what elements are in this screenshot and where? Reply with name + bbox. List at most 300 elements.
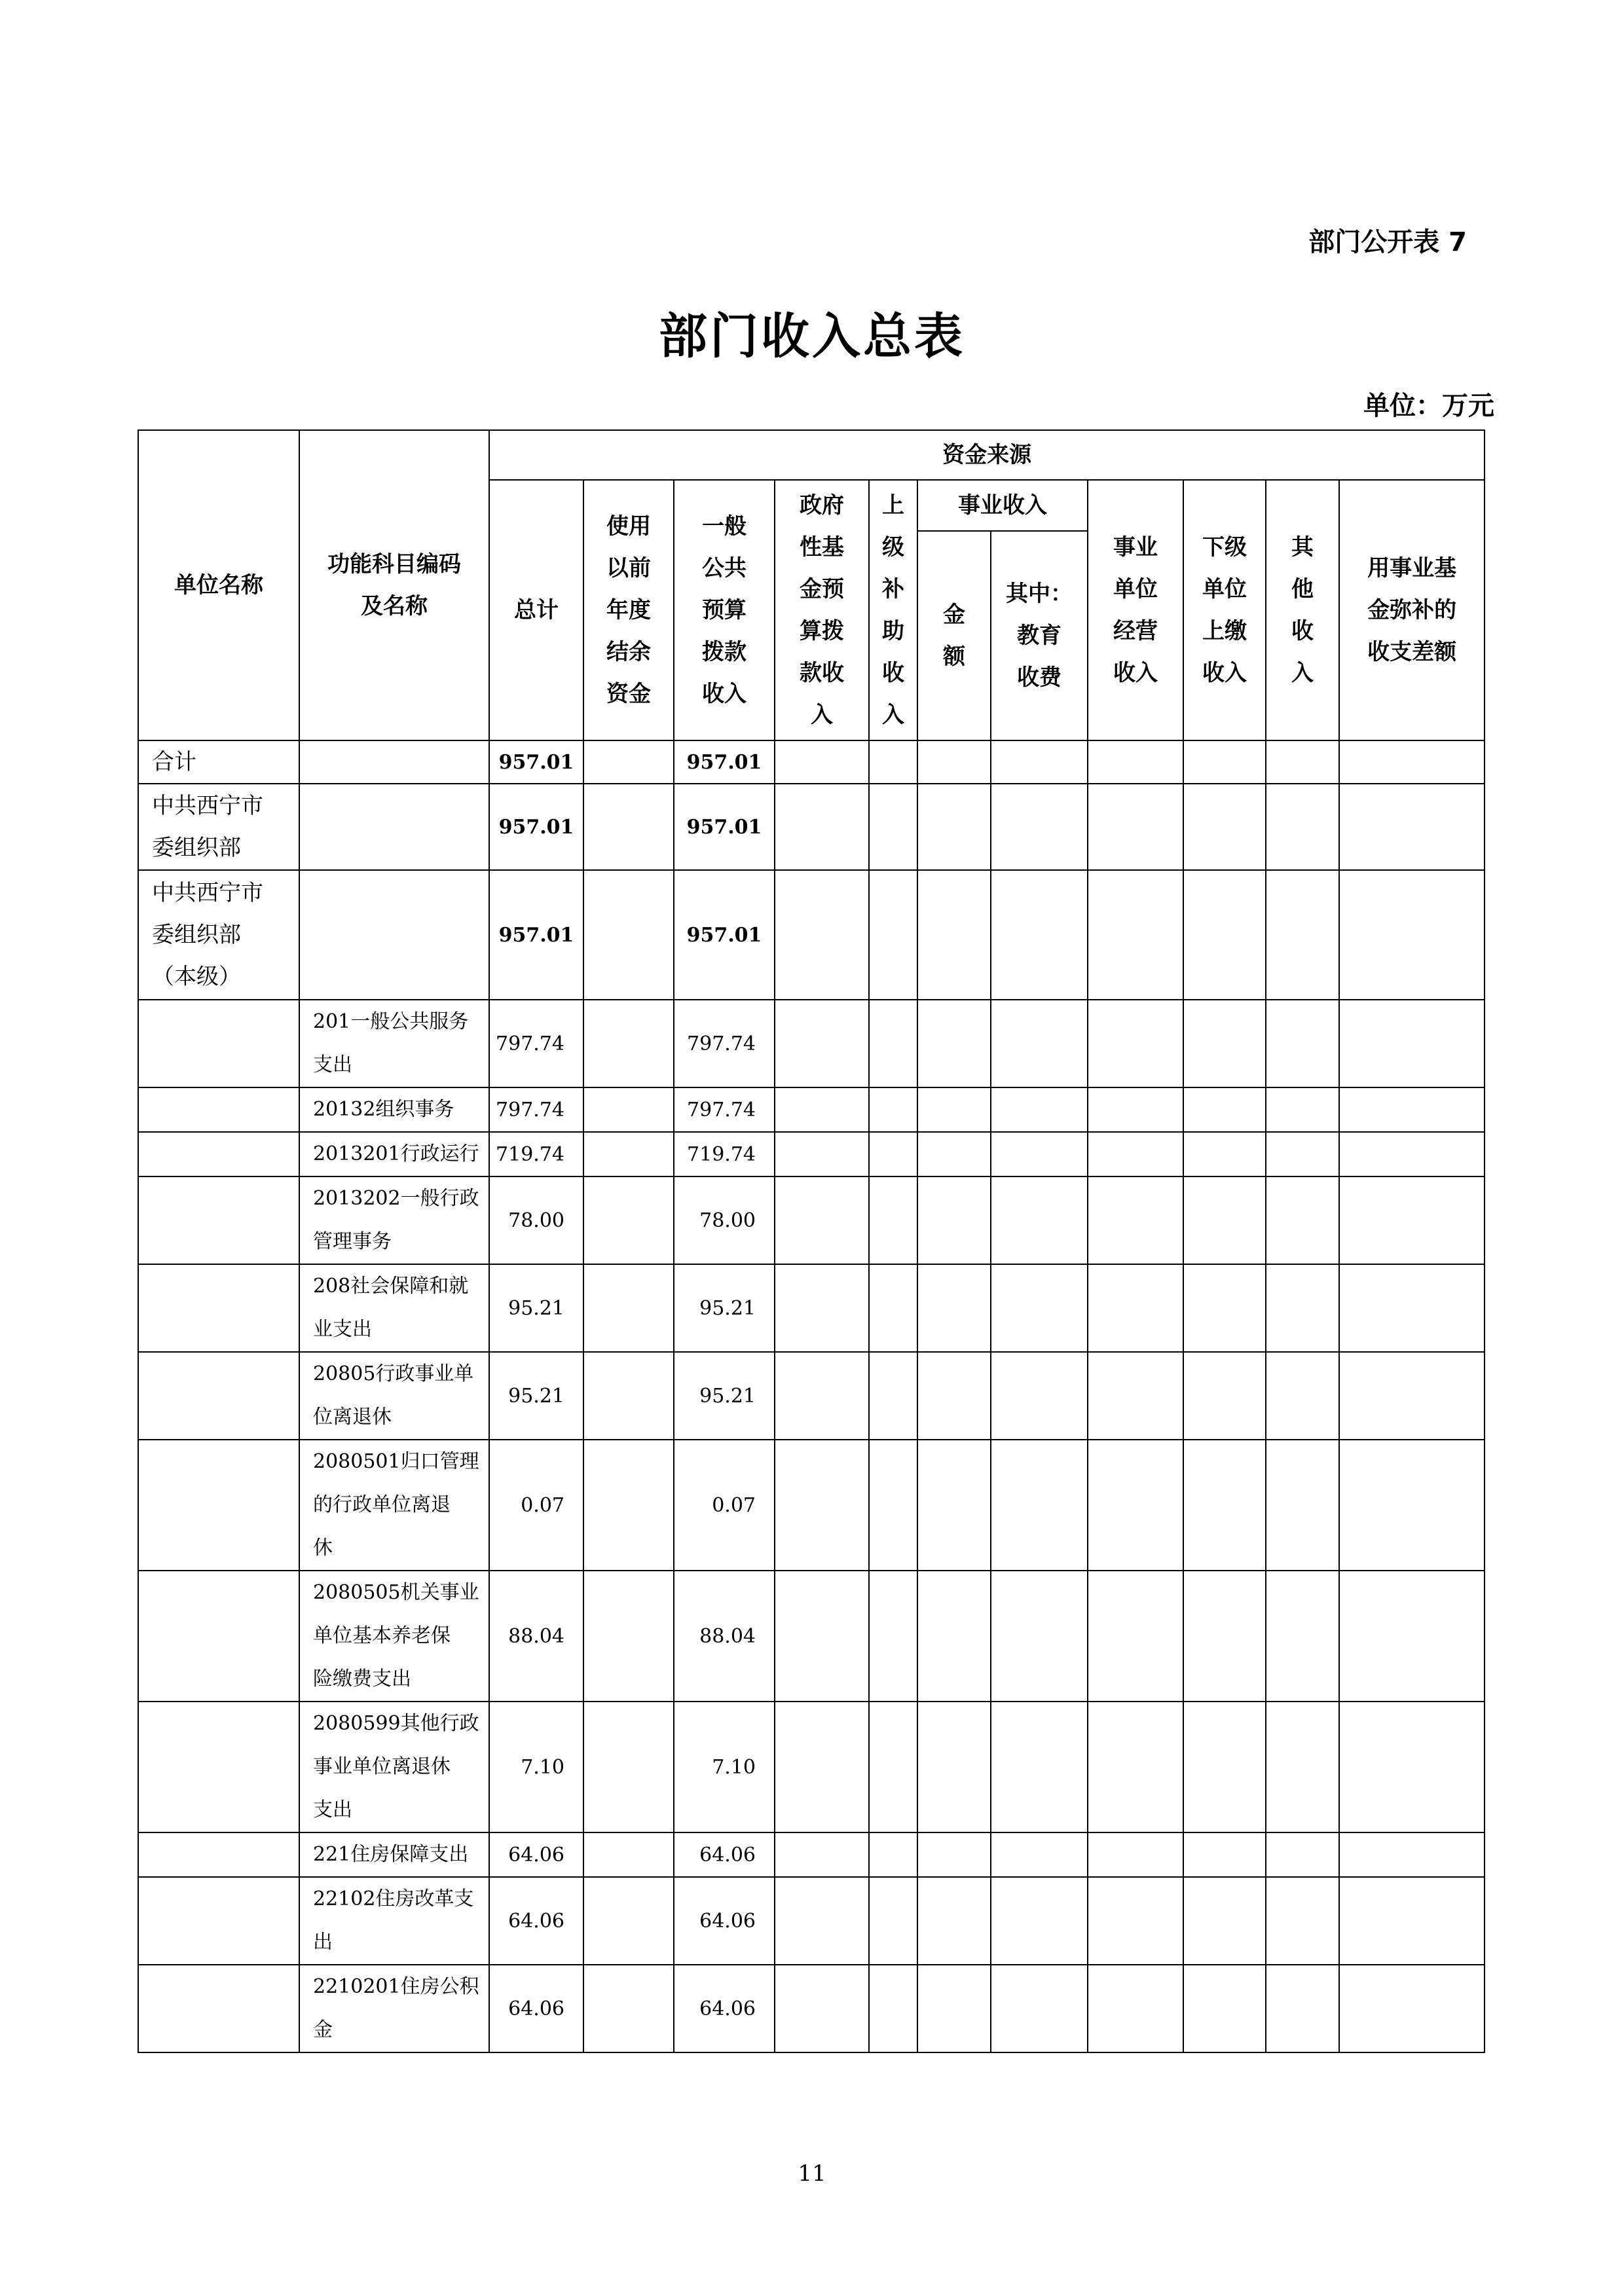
cell-reserve-fund <box>1339 1702 1485 1832</box>
cell-general-budget: 64.06 <box>674 1832 775 1877</box>
cell-func-code <box>299 1440 489 1571</box>
cell-func-code <box>299 1176 489 1264</box>
cell-line: （本级） <box>152 964 241 990</box>
header-line: 收 <box>882 660 904 686</box>
header-upper-subsidy <box>869 480 917 740</box>
cell-general-budget: 797.74 <box>674 1087 775 1132</box>
cell-total: 957.01 <box>489 740 583 784</box>
header-line: 算拨 <box>800 618 844 644</box>
header-line: 助 <box>882 618 904 644</box>
cell-other-income <box>1266 1965 1339 2052</box>
cell-education-fee <box>991 740 1088 784</box>
cell-reserve-fund <box>1339 1132 1485 1176</box>
header-business-income: 事业收入 <box>917 480 1088 531</box>
cell-line: 2080505机关事业 <box>313 1581 479 1604</box>
cell-reserve-fund <box>1339 1965 1485 2052</box>
cell-education-fee <box>991 1965 1088 2052</box>
header-line: 总计 <box>514 597 559 623</box>
cell-amount <box>917 1000 991 1087</box>
cell-operating-income <box>1088 1000 1183 1087</box>
cell-gov-fund <box>775 740 869 784</box>
cell-general-budget: 64.06 <box>674 1877 775 1965</box>
cell-upper-subsidy <box>869 1877 917 1965</box>
cell-upper-subsidy <box>869 1832 917 1877</box>
header-line: 单位名称 <box>174 572 263 598</box>
header-line: 入 <box>811 702 833 728</box>
cell-upper-subsidy <box>869 1264 917 1352</box>
cell-general-budget: 719.74 <box>674 1132 775 1176</box>
cell-other-income <box>1266 1352 1339 1440</box>
cell-lower-payment <box>1183 1571 1266 1702</box>
cell-func-code <box>299 1352 489 1440</box>
cell-gov-fund <box>775 1176 869 1264</box>
cell-operating-income <box>1088 1877 1183 1965</box>
cell-line: 支出 <box>313 1053 352 1076</box>
cell-reserve-fund <box>1339 1877 1485 1965</box>
header-line: 款收 <box>800 660 844 686</box>
header-line: 结余 <box>606 639 651 665</box>
cell-general-budget: 0.07 <box>674 1440 775 1571</box>
cell-amount <box>917 1877 991 1965</box>
header-amount <box>917 531 991 740</box>
cell-other-income <box>1266 1132 1339 1176</box>
header-line: 公共 <box>702 555 747 581</box>
cell-unit-name <box>138 1877 299 1965</box>
cell-total: 95.21 <box>489 1352 583 1440</box>
cell-unit-name <box>138 1440 299 1571</box>
cell-prev-balance <box>583 1000 674 1087</box>
table-row <box>138 740 1485 784</box>
cell-lower-payment <box>1183 1087 1266 1132</box>
cell-line: 委组织部 <box>152 922 241 948</box>
page-title: 部门收入总表 <box>659 308 965 365</box>
cell-prev-balance <box>583 1877 674 1965</box>
income-table <box>138 429 1485 2053</box>
cell-upper-subsidy <box>869 1440 917 1571</box>
header-line: 级 <box>882 534 904 560</box>
unit-label: 单位：万元 <box>1363 391 1494 421</box>
cell-upper-subsidy <box>869 1087 917 1132</box>
cell-reserve-fund <box>1339 784 1485 870</box>
header-line: 经营 <box>1113 618 1158 644</box>
page-number: 11 <box>798 2160 826 2187</box>
cell-line: 支出 <box>313 1798 352 1821</box>
header-operating-income <box>1088 480 1183 740</box>
table-row <box>138 1176 1485 1264</box>
cell-reserve-fund <box>1339 870 1485 1000</box>
header-total <box>489 480 583 740</box>
cell-operating-income <box>1088 1571 1183 1702</box>
cell-unit-name <box>138 1965 299 2052</box>
cell-reserve-fund <box>1339 1440 1485 1571</box>
cell-upper-subsidy <box>869 1000 917 1087</box>
cell-lower-payment <box>1183 1832 1266 1877</box>
cell-line: 管理事务 <box>313 1230 392 1253</box>
cell-line: 位离退休 <box>313 1406 392 1429</box>
cell-line: 20132组织事务 <box>313 1098 454 1121</box>
cell-general-budget: 88.04 <box>674 1571 775 1702</box>
cell-lower-payment <box>1183 1877 1266 1965</box>
cell-amount <box>917 784 991 870</box>
table-row <box>138 1702 1485 1832</box>
cell-total: 957.01 <box>489 784 583 870</box>
header-line: 以前 <box>606 555 651 581</box>
header-line: 他 <box>1291 576 1314 602</box>
cell-total: 64.06 <box>489 1965 583 2052</box>
cell-func-code <box>299 1264 489 1352</box>
cell-prev-balance <box>583 740 674 784</box>
cell-unit-name <box>138 1352 299 1440</box>
cell-amount <box>917 1352 991 1440</box>
cell-general-budget: 95.21 <box>674 1352 775 1440</box>
cell-education-fee <box>991 1877 1088 1965</box>
header-line: 用事业基 <box>1367 555 1457 581</box>
cell-lower-payment <box>1183 1176 1266 1264</box>
cell-operating-income <box>1088 784 1183 870</box>
header-line: 政府 <box>800 492 844 519</box>
cell-gov-fund <box>775 1702 869 1832</box>
cell-amount <box>917 1087 991 1132</box>
header-line: 补 <box>882 576 904 602</box>
table-row <box>138 1352 1485 1440</box>
cell-operating-income <box>1088 1264 1183 1352</box>
cell-reserve-fund <box>1339 1571 1485 1702</box>
cell-education-fee <box>991 1000 1088 1087</box>
cell-gov-fund <box>775 1832 869 1877</box>
cell-prev-balance <box>583 1176 674 1264</box>
table-row <box>138 1132 1485 1176</box>
cell-total: 7.10 <box>489 1702 583 1832</box>
cell-education-fee <box>991 1832 1088 1877</box>
cell-gov-fund <box>775 1087 869 1132</box>
cell-unit-name <box>138 1264 299 1352</box>
cell-gov-fund <box>775 1000 869 1087</box>
cell-line: 2080501归口管理 <box>313 1450 479 1473</box>
cell-func-code <box>299 1702 489 1832</box>
cell-line: 2013201行政运行 <box>313 1142 479 1165</box>
cell-operating-income <box>1088 1965 1183 2052</box>
cell-prev-balance <box>583 1832 674 1877</box>
header-line: 功能科目编码 <box>327 551 461 577</box>
header-line: 一般 <box>702 513 747 539</box>
cell-func-code <box>299 870 489 1000</box>
cell-education-fee <box>991 1702 1088 1832</box>
header-line: 上缴 <box>1202 618 1247 644</box>
cell-prev-balance <box>583 1352 674 1440</box>
cell-reserve-fund <box>1339 1176 1485 1264</box>
cell-amount <box>917 740 991 784</box>
header-gov-fund <box>775 480 869 740</box>
cell-education-fee <box>991 1352 1088 1440</box>
header-func-code <box>299 430 489 740</box>
cell-education-fee <box>991 1132 1088 1176</box>
table-row <box>138 870 1485 1000</box>
cell-gov-fund <box>775 1264 869 1352</box>
cell-upper-subsidy <box>869 1132 917 1176</box>
header-line: 下级 <box>1202 534 1247 560</box>
cell-operating-income <box>1088 1176 1183 1264</box>
cell-education-fee <box>991 870 1088 1000</box>
cell-other-income <box>1266 1176 1339 1264</box>
table-row <box>138 1440 1485 1571</box>
table-row <box>138 1965 1485 2052</box>
cell-other-income <box>1266 1000 1339 1087</box>
cell-other-income <box>1266 784 1339 870</box>
cell-operating-income <box>1088 1087 1183 1132</box>
cell-line: 险缴费支出 <box>313 1667 411 1690</box>
cell-lower-payment <box>1183 1702 1266 1832</box>
cell-func-code <box>299 740 489 784</box>
cell-amount <box>917 1176 991 1264</box>
cell-total: 957.01 <box>489 870 583 1000</box>
cell-other-income <box>1266 1702 1339 1832</box>
cell-upper-subsidy <box>869 740 917 784</box>
cell-total: 64.06 <box>489 1832 583 1877</box>
cell-total: 797.74 <box>489 1000 583 1087</box>
cell-other-income <box>1266 1264 1339 1352</box>
header-line: 收费 <box>1017 665 1061 691</box>
cell-line: 金 <box>313 2018 333 2041</box>
cell-line: 中共西宁市 <box>152 793 263 819</box>
cell-upper-subsidy <box>869 1176 917 1264</box>
cell-education-fee <box>991 784 1088 870</box>
cell-func-code <box>299 1571 489 1702</box>
header-other-income <box>1266 480 1339 740</box>
header-line: 拨款 <box>702 639 747 665</box>
cell-total: 88.04 <box>489 1571 583 1702</box>
header-line: 年度 <box>606 597 651 623</box>
cell-lower-payment <box>1183 740 1266 784</box>
cell-unit-name <box>138 1132 299 1176</box>
cell-prev-balance <box>583 1132 674 1176</box>
cell-general-budget: 64.06 <box>674 1965 775 2052</box>
cell-reserve-fund <box>1339 1352 1485 1440</box>
cell-func-code <box>299 1132 489 1176</box>
cell-line: 2013202一般行政 <box>313 1187 479 1210</box>
cell-total: 797.74 <box>489 1087 583 1132</box>
cell-func-code <box>299 1000 489 1087</box>
header-line: 其中： <box>1006 581 1073 607</box>
header-general-budget <box>674 480 775 740</box>
cell-total: 719.74 <box>489 1132 583 1176</box>
cell-general-budget: 957.01 <box>674 784 775 870</box>
cell-lower-payment <box>1183 1352 1266 1440</box>
cell-unit-name <box>138 740 299 784</box>
cell-line: 单位基本养老保 <box>313 1624 451 1647</box>
cell-general-budget: 957.01 <box>674 740 775 784</box>
header-line: 金弥补的 <box>1367 597 1457 623</box>
cell-operating-income <box>1088 740 1183 784</box>
header-funding-source: 资金来源 <box>489 430 1485 480</box>
header-line: 上 <box>882 492 904 519</box>
cell-general-budget: 797.74 <box>674 1000 775 1087</box>
header-line: 入 <box>1291 660 1314 686</box>
cell-line: 中共西宁市 <box>152 880 263 906</box>
cell-total: 78.00 <box>489 1176 583 1264</box>
header-line: 收入 <box>702 681 747 707</box>
cell-prev-balance <box>583 784 674 870</box>
cell-education-fee <box>991 1176 1088 1264</box>
cell-education-fee <box>991 1571 1088 1702</box>
cell-other-income <box>1266 1877 1339 1965</box>
cell-func-code <box>299 1965 489 2052</box>
cell-gov-fund <box>775 1132 869 1176</box>
cell-reserve-fund <box>1339 1832 1485 1877</box>
header-line: 使用 <box>606 513 651 539</box>
cell-unit-name <box>138 1000 299 1087</box>
header-line: 收支差额 <box>1367 639 1457 665</box>
cell-gov-fund <box>775 1877 869 1965</box>
cell-other-income <box>1266 1832 1339 1877</box>
cell-line: 20805行政事业单 <box>313 1362 474 1385</box>
cell-gov-fund <box>775 870 869 1000</box>
cell-other-income <box>1266 870 1339 1000</box>
cell-prev-balance <box>583 870 674 1000</box>
cell-reserve-fund <box>1339 1000 1485 1087</box>
cell-education-fee <box>991 1264 1088 1352</box>
header-line: 预算 <box>702 597 747 623</box>
cell-line: 出 <box>313 1931 333 1954</box>
cell-prev-balance <box>583 1264 674 1352</box>
cell-func-code <box>299 1877 489 1965</box>
table-row <box>138 1571 1485 1702</box>
header-line: 入 <box>882 702 904 728</box>
header-line: 教育 <box>1017 623 1061 649</box>
cell-amount <box>917 1440 991 1571</box>
cell-prev-balance <box>583 1702 674 1832</box>
cell-operating-income <box>1088 1702 1183 1832</box>
cell-upper-subsidy <box>869 1702 917 1832</box>
header-line: 收 <box>1291 618 1314 644</box>
cell-upper-subsidy <box>869 870 917 1000</box>
cell-gov-fund <box>775 1440 869 1571</box>
cell-operating-income <box>1088 1440 1183 1571</box>
header-unit-name <box>138 430 299 740</box>
cell-amount <box>917 1264 991 1352</box>
cell-operating-income <box>1088 870 1183 1000</box>
cell-line: 合计 <box>152 749 196 775</box>
header-line: 及名称 <box>361 593 428 619</box>
cell-func-code <box>299 1087 489 1132</box>
header-line: 额 <box>943 644 965 670</box>
table-row <box>138 1832 1485 1877</box>
cell-func-code <box>299 784 489 870</box>
cell-lower-payment <box>1183 1965 1266 2052</box>
cell-upper-subsidy <box>869 1352 917 1440</box>
table-row <box>138 1877 1485 1965</box>
header-line: 资金 <box>606 681 651 707</box>
cell-line: 201一般公共服务 <box>313 1010 469 1033</box>
cell-amount <box>917 870 991 1000</box>
cell-reserve-fund <box>1339 1087 1485 1132</box>
header-prev-balance <box>583 480 674 740</box>
cell-general-budget: 95.21 <box>674 1264 775 1352</box>
cell-other-income <box>1266 1087 1339 1132</box>
cell-line: 2080599其他行政 <box>313 1712 479 1735</box>
cell-line: 事业单位离退休 <box>313 1755 451 1778</box>
cell-operating-income <box>1088 1352 1183 1440</box>
cell-prev-balance <box>583 1571 674 1702</box>
header-reserve-fund <box>1339 480 1485 740</box>
cell-line: 业支出 <box>313 1318 372 1341</box>
table-body <box>138 740 1485 2052</box>
header-line: 收入 <box>1202 660 1247 686</box>
cell-lower-payment <box>1183 784 1266 870</box>
header-line: 其 <box>1291 534 1314 560</box>
cell-upper-subsidy <box>869 1965 917 2052</box>
cell-lower-payment <box>1183 1000 1266 1087</box>
cell-line: 休 <box>313 1537 333 1559</box>
cell-unit-name <box>138 784 299 870</box>
cell-total: 95.21 <box>489 1264 583 1352</box>
header-line: 金预 <box>800 576 844 602</box>
cell-amount <box>917 1832 991 1877</box>
cell-line: 22102住房改革支 <box>313 1887 474 1910</box>
cell-education-fee <box>991 1087 1088 1132</box>
header-line: 事业 <box>1113 534 1158 560</box>
cell-unit-name <box>138 1571 299 1702</box>
header-education-fee <box>991 531 1088 740</box>
header-line: 性基 <box>800 534 844 560</box>
cell-other-income <box>1266 1571 1339 1702</box>
cell-line: 221住房保障支出 <box>313 1843 469 1866</box>
cell-gov-fund <box>775 1352 869 1440</box>
cell-unit-name <box>138 870 299 1000</box>
cell-prev-balance <box>583 1087 674 1132</box>
table-row <box>138 1264 1485 1352</box>
table-row <box>138 1087 1485 1132</box>
cell-amount <box>917 1702 991 1832</box>
cell-amount <box>917 1965 991 2052</box>
cell-reserve-fund <box>1339 1264 1485 1352</box>
cell-lower-payment <box>1183 1132 1266 1176</box>
cell-gov-fund <box>775 784 869 870</box>
cell-gov-fund <box>775 1571 869 1702</box>
header-line: 单位 <box>1202 576 1247 602</box>
cell-education-fee <box>991 1440 1088 1571</box>
cell-lower-payment <box>1183 870 1266 1000</box>
cell-lower-payment <box>1183 1264 1266 1352</box>
table-row <box>138 1000 1485 1087</box>
cell-general-budget: 957.01 <box>674 870 775 1000</box>
page-label: 部门公开表 7 <box>1308 227 1467 257</box>
cell-unit-name <box>138 1702 299 1832</box>
cell-general-budget: 7.10 <box>674 1702 775 1832</box>
cell-unit-name <box>138 1832 299 1877</box>
cell-line: 2210201住房公积 <box>313 1975 479 1998</box>
cell-total: 64.06 <box>489 1877 583 1965</box>
cell-unit-name <box>138 1176 299 1264</box>
cell-prev-balance <box>583 1440 674 1571</box>
cell-operating-income <box>1088 1832 1183 1877</box>
cell-func-code <box>299 1832 489 1877</box>
cell-upper-subsidy <box>869 784 917 870</box>
cell-total: 0.07 <box>489 1440 583 1571</box>
cell-gov-fund <box>775 1965 869 2052</box>
cell-amount <box>917 1571 991 1702</box>
cell-general-budget: 78.00 <box>674 1176 775 1264</box>
header-lower-payment <box>1183 480 1266 740</box>
cell-operating-income <box>1088 1132 1183 1176</box>
header-line: 收入 <box>1113 660 1158 686</box>
header-line: 单位 <box>1113 576 1158 602</box>
table-row <box>138 784 1485 870</box>
cell-other-income <box>1266 740 1339 784</box>
cell-upper-subsidy <box>869 1571 917 1702</box>
cell-reserve-fund <box>1339 740 1485 784</box>
cell-line: 的行政单位离退 <box>313 1493 451 1516</box>
cell-other-income <box>1266 1440 1339 1571</box>
